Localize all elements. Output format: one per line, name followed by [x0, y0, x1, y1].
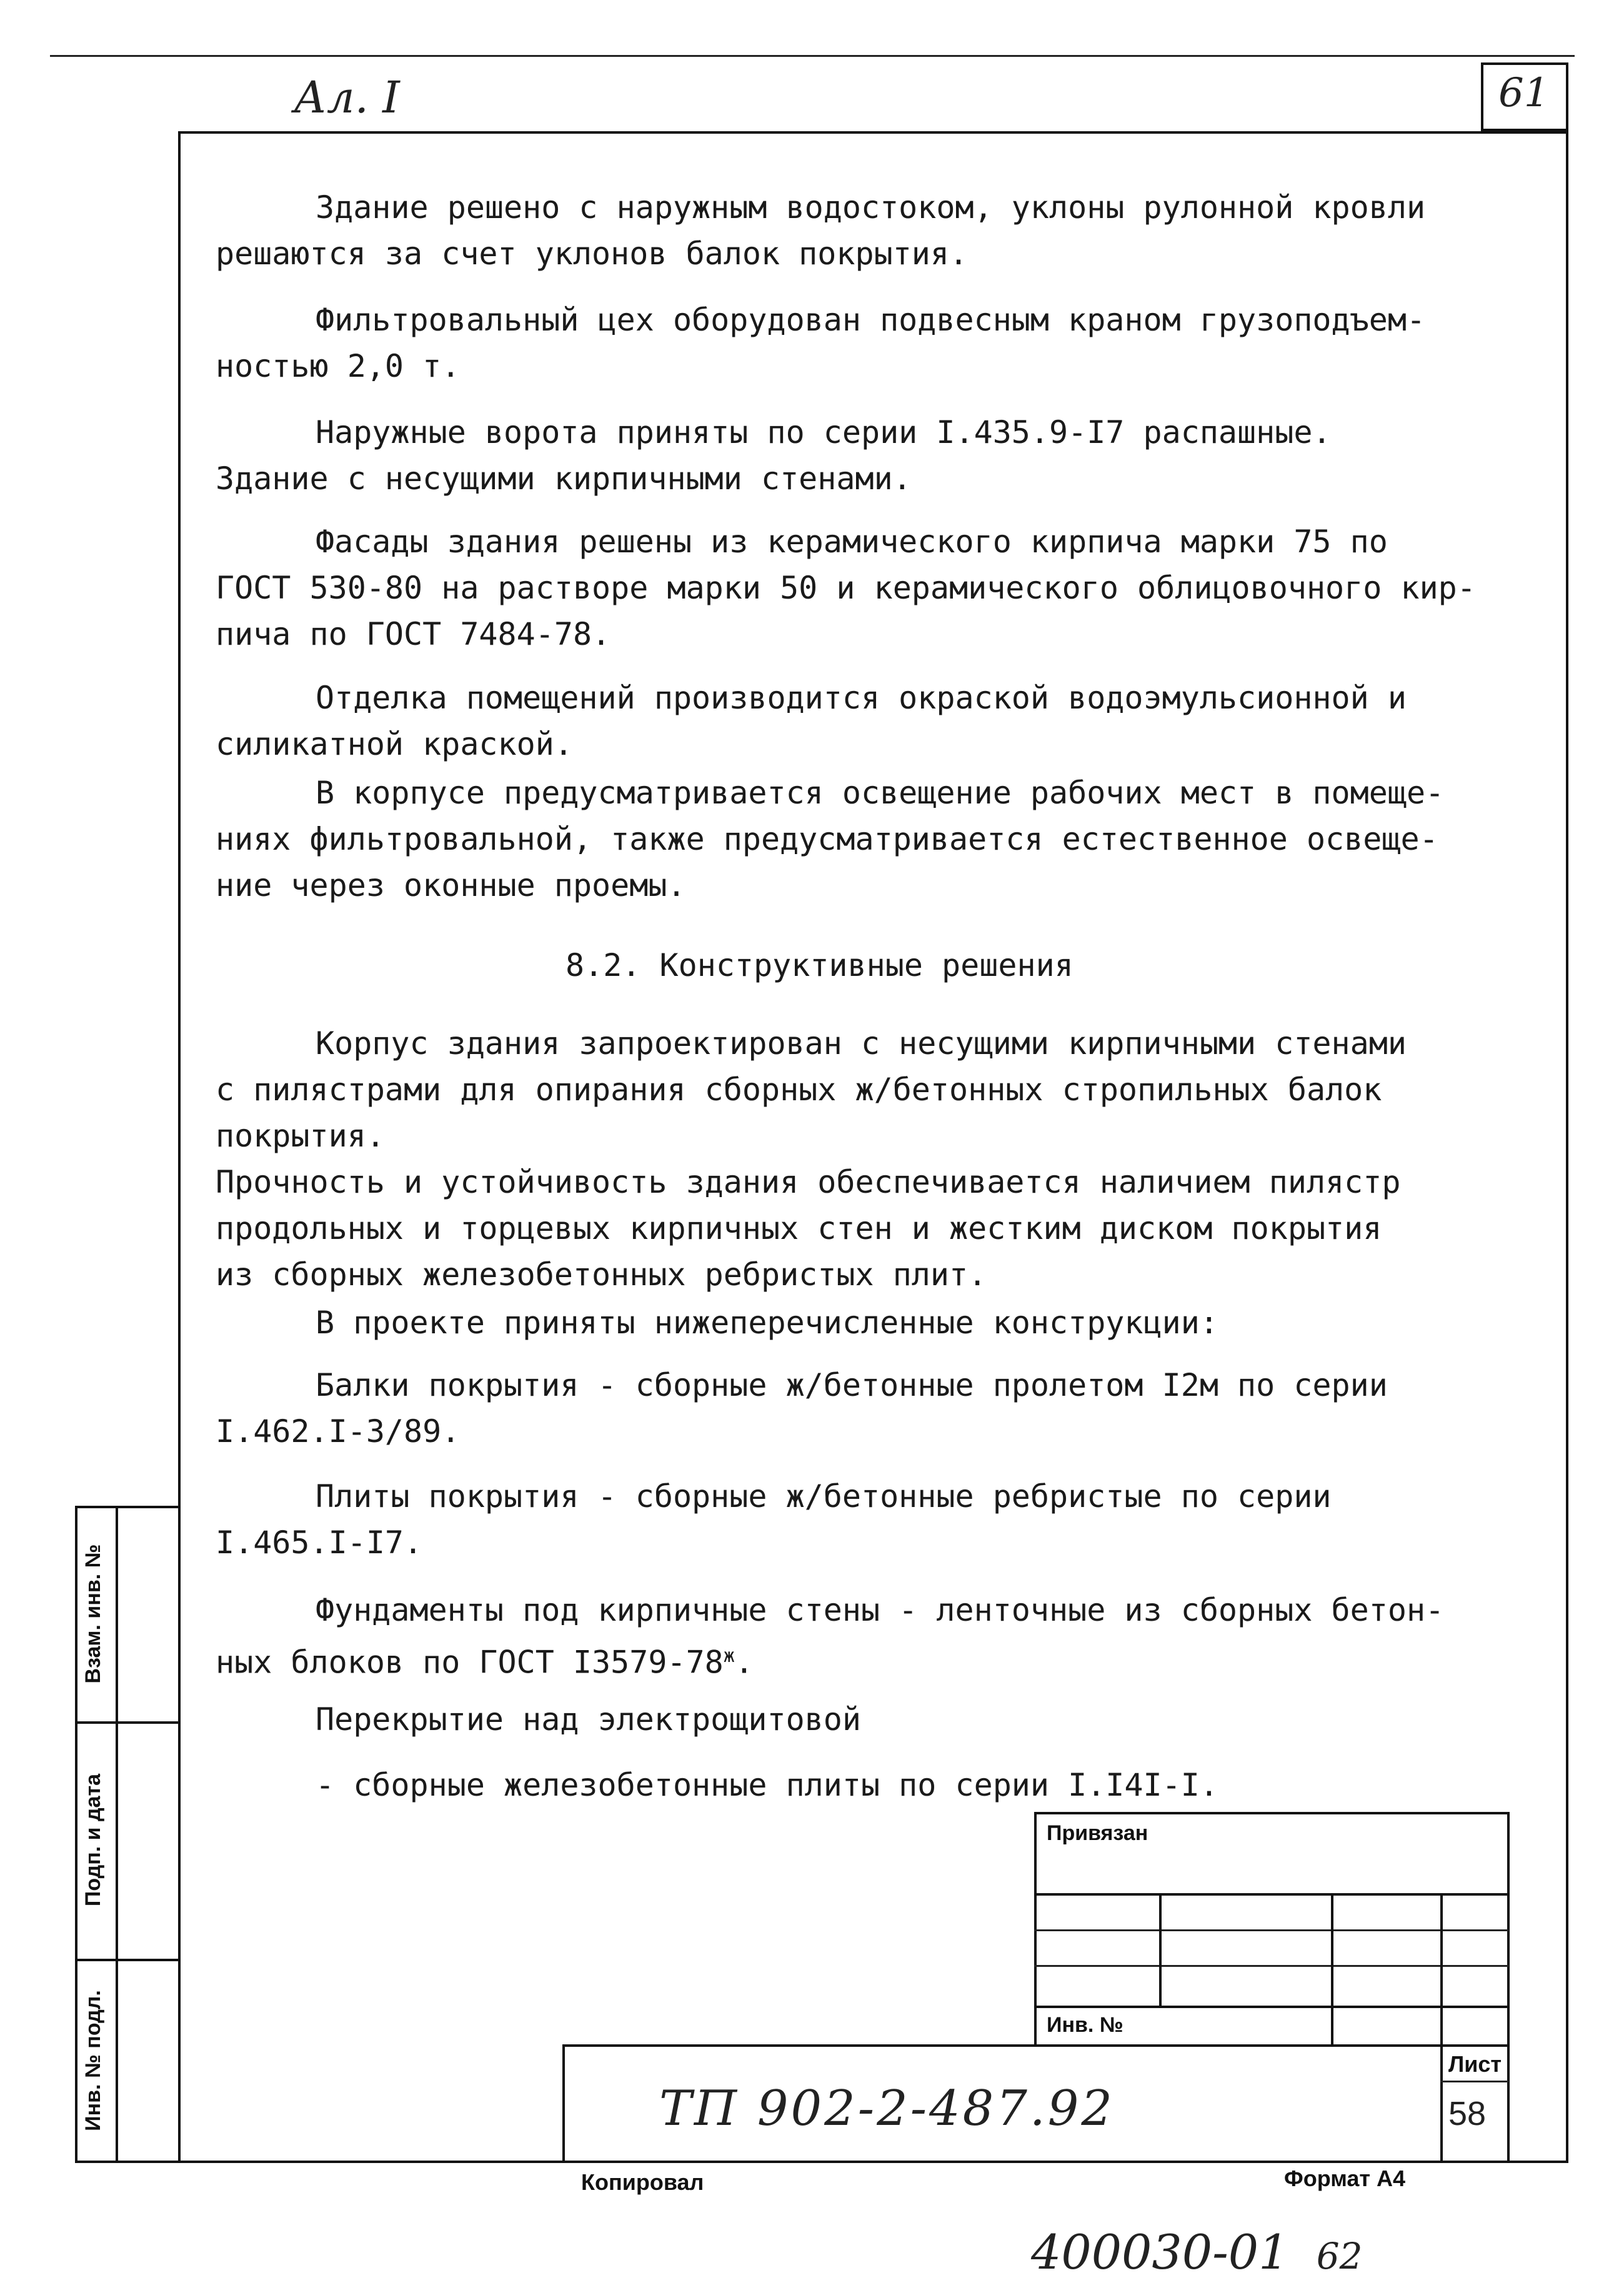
- paragraph-stability: Прочность и устойчивость здания обеспечивается наличием пилястр продольных и торцевых кирпичных стен и жестким диском покрытия из сборных железобетонных ребристых плит.: [216, 1164, 1401, 1293]
- sidebar-label-signature-date: Подп. и дата: [81, 1773, 105, 1907]
- sheet-label: Лист: [1448, 2051, 1502, 2077]
- frame-right: [1566, 131, 1568, 2162]
- frame-top: [178, 131, 1568, 134]
- top-rule: [50, 55, 1575, 57]
- tb-grid-h3: [1034, 1965, 1509, 1967]
- frame-bottom: [75, 2161, 1568, 2163]
- handwritten-page: 62: [1316, 2235, 1363, 2277]
- paragraph-roof-beams: Балки покрытия - сборные ж/бетонные пролетом I2м по серии I.462.I-3/89.: [216, 1367, 1388, 1450]
- copied-label: Копировал: [581, 2169, 704, 2195]
- tb-grid-h2: [1034, 1929, 1509, 1931]
- tb-grid-v3: [1440, 1893, 1443, 2161]
- paragraph-filter-shop: Фильтровальный цех оборудован подвесным краном грузоподъем- ностью 2,0 т.: [216, 302, 1426, 384]
- tied-to-label: Привязан: [1047, 1821, 1148, 1845]
- paragraph-facades: Фасады здания решены из керамического кирпича марки 75 по ГОСТ 530-80 на растворе марки 50 и керамического облицовочного кир- пича по ГОСТ 7484-78.: [216, 524, 1476, 652]
- format-label: Формат А4: [1284, 2166, 1406, 2191]
- sidebar-inner: [116, 1506, 118, 2162]
- document-code: ТП 902-2-487.92: [659, 2081, 1115, 2137]
- paragraph-gates: Наружные ворота приняты по серии I.435.9-I7 распашные. Здание с несущими кирпичными стенами.: [216, 414, 1332, 497]
- tb-sheet-divider: [1440, 2081, 1509, 2082]
- paragraph-foundations: Фундаменты под кирпичные стены - ленточные из сборных бетон- ных блоков по ГОСТ $I3579-78^ж$.: [216, 1592, 1445, 1681]
- tb-lower-top: [562, 2044, 1509, 2047]
- paragraph-building-frame: Корпус здания запроектирован с несущими кирпичными стенами с пилястрами для опирания сборных ж/бетонных стропильных балок покрытия.: [216, 1025, 1407, 1154]
- paragraph-lighting: В корпусе предусматривается освещение рабочих мест в помеще- ниях фильтровальной, также предусматривается естественное освеще- ние через оконные проемы.: [216, 775, 1445, 903]
- tb-grid-v1: [1159, 1893, 1162, 2006]
- tb-grid-h1: [1034, 1893, 1509, 1896]
- sheet-number: 58: [1448, 2095, 1487, 2132]
- tb-top: [1034, 1812, 1509, 1814]
- paragraph-roof-slabs: Плиты покрытия - сборные ж/бетонные ребристые по серии I.465.I-I7.: [216, 1478, 1332, 1561]
- frame-left: [178, 131, 181, 2162]
- sidebar-label-replacement-inv: Взам. инв. №: [81, 1544, 105, 1684]
- page-number-box: [1481, 62, 1568, 131]
- paragraph-floor-slabs: - сборные железобетонные плиты по серии I.I4I-I.: [316, 1767, 1218, 1803]
- paragraph-floor-over-switchboard: Перекрытие над электрощитовой: [316, 1701, 861, 1738]
- handwritten-reference: Ал. I: [294, 72, 400, 123]
- section-heading: 8.2. Конструктивные решения: [565, 947, 1074, 983]
- tb-lower-left: [562, 2044, 565, 2162]
- sidebar-outer: [75, 1506, 77, 2162]
- gost-superscript: ж: [723, 1645, 735, 1667]
- tb-grid-v2: [1331, 1893, 1333, 2046]
- inventory-number-label: Инв. №: [1047, 2013, 1123, 2037]
- paragraph-drainage: Здание решено с наружным водостоком, уклоны рулонной кровли решаются за счет уклонов балок покрытия.: [216, 189, 1426, 272]
- tb-grid-h4: [1034, 2006, 1509, 2008]
- handwritten-code: 400030-01 62: [1031, 2224, 1363, 2280]
- paragraph-structures-intro: В проекте приняты нижеперечисленные конструкции:: [316, 1305, 1218, 1341]
- paragraph-finishing: Отделка помещений производится окраской водоэмульсионной и силикатной краской.: [216, 680, 1407, 762]
- sidebar-label-original-inv: Инв. № подл.: [81, 1990, 105, 2131]
- tb-upper-right: [1507, 1812, 1510, 2162]
- page-number-corner: 61: [1498, 70, 1550, 116]
- sidebar-divider-1: [75, 1721, 178, 1724]
